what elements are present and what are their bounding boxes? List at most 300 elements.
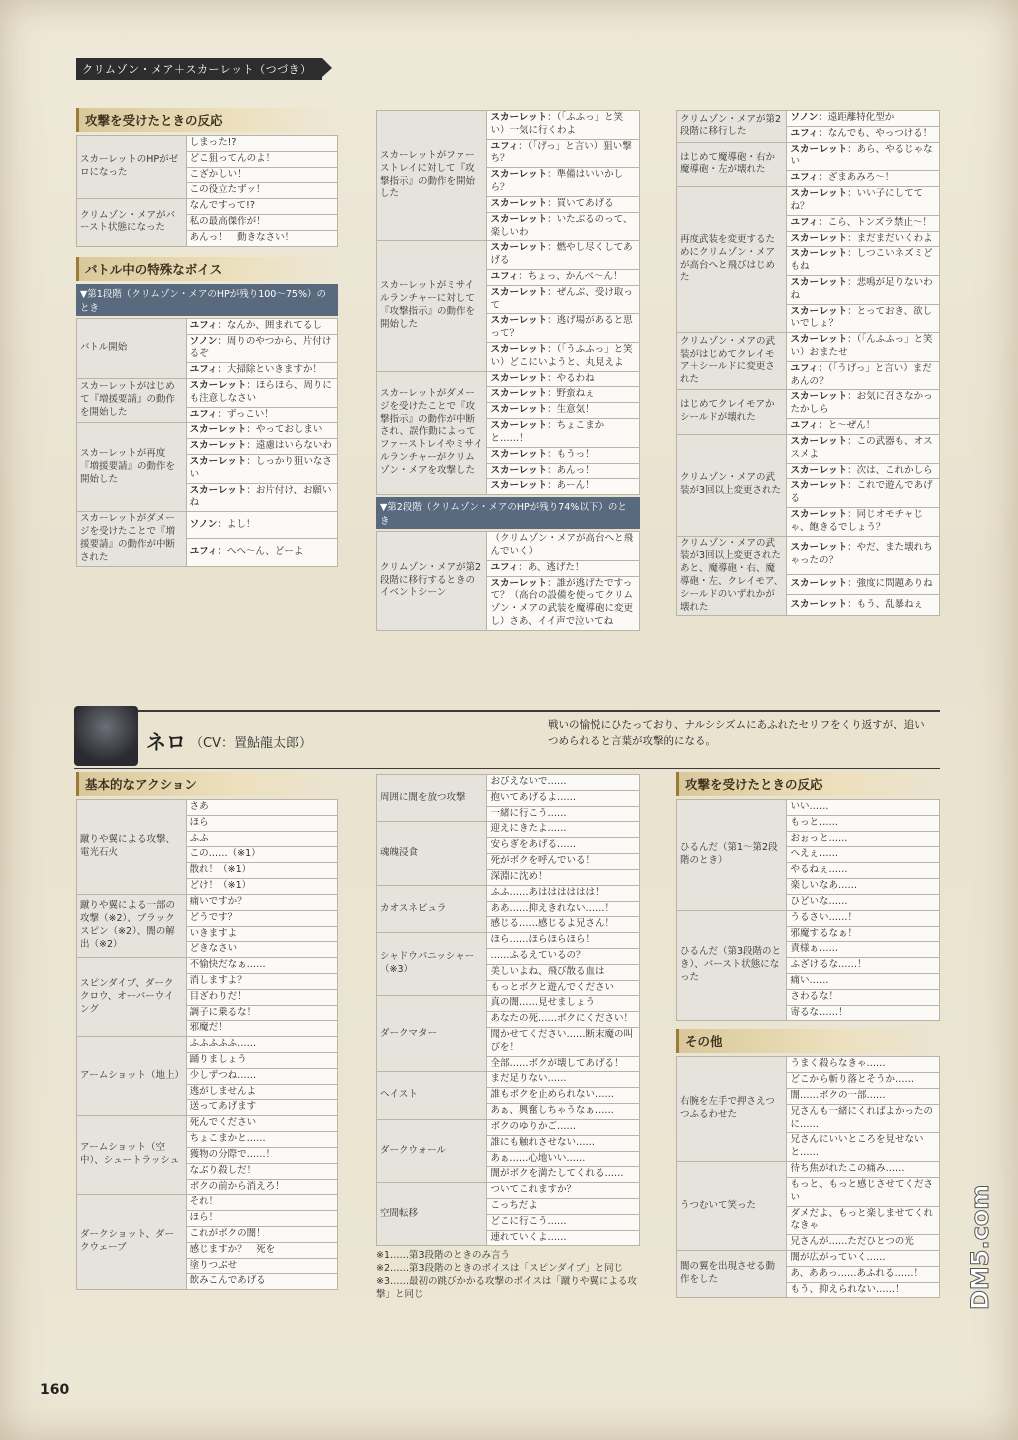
situation-cell: カオスネビュラ: [377, 885, 487, 932]
voice-line-cell: [186, 483, 337, 512]
voice-line-cell: もう、抑えられない……！: [787, 1282, 940, 1298]
table-row: [377, 1072, 640, 1088]
site-watermark: DM5.com: [966, 1184, 994, 1310]
voice-line-cell: 痛いですか？: [186, 894, 337, 910]
action-voice-table: [376, 774, 640, 1246]
situation-cell: アームショット（空中）、シュートラッシュ: [77, 1116, 187, 1195]
table-row: [377, 1119, 640, 1135]
situation-cell: はじめて魔導砲・右か魔導砲・左が壊れた: [677, 142, 787, 186]
voice-line: ：遠慮はいらないわ: [246, 440, 332, 452]
footnote: ※1……第3段階のときのみ言う: [376, 1250, 511, 1262]
speaker-name: スカーレット: [490, 420, 548, 432]
situation-cell: クリムゾン・メアの武装が3回以上変更された: [677, 434, 787, 536]
speaker-name: スカーレット: [790, 480, 848, 492]
phase-label: ▼第1段階（クリムゾン・メアのHPが残り100〜75%）のとき: [76, 284, 338, 316]
voice-line-cell: [487, 196, 640, 212]
voice-line-cell: [787, 434, 940, 463]
voice-line: ：なんでも、やっつける！: [818, 127, 933, 139]
table-row: [677, 187, 940, 216]
section-header: バトル中の特殊なボイス: [76, 257, 338, 281]
voice-line-cell: ほら: [186, 815, 337, 831]
speaker-name: スカーレット: [490, 480, 548, 492]
speaker-name: スカーレット: [490, 448, 548, 460]
voice-line-cell: しまった!?: [186, 136, 337, 152]
voice-line-cell: 兄さんが……ただひとつの光: [787, 1235, 940, 1251]
speaker-name: ソノン: [790, 112, 819, 123]
voice-line-cell: [487, 241, 640, 270]
voice-line-cell: [487, 314, 640, 343]
section-tag: クリムゾン・メア＋スカーレット（つづき）: [76, 58, 322, 80]
table-row: [377, 775, 640, 791]
voice-line-cell: 飲みこんであげる: [186, 1274, 337, 1290]
voice-line-cell: 待ち焦がれたこの痛み……: [787, 1162, 940, 1178]
voice-line-cell: ダメだよ、もっと楽しませてくれなきゃ: [787, 1206, 940, 1235]
voice-line-cell: 兄さんも一緒にくればよかったのに……: [787, 1104, 940, 1133]
voice-line: ：と〜ぜん！: [818, 420, 876, 432]
voice-line-cell: この役立たずッ！: [186, 183, 337, 199]
voice-line-cell: [186, 334, 337, 363]
voice-line-cell: 聞かせてください……断末魔の叫びを！: [487, 1028, 640, 1057]
situation-cell: 右腕を左手で押さえつつふるわせた: [677, 1057, 787, 1162]
voice-line: ：買いてあげる: [547, 197, 614, 209]
voice-line: ：よし！: [217, 518, 256, 530]
voice-line-cell: ふふふふふ……: [186, 1037, 337, 1053]
speaker-name: スカーレット: [189, 456, 247, 467]
speaker-name: ユフィ: [790, 216, 819, 228]
voice-line-cell: 調子に乗るな！: [186, 1005, 337, 1021]
voice-line-cell: 安らぎをあげる……: [487, 838, 640, 854]
speaker-name: スカーレット: [490, 112, 548, 123]
speaker-name: スカーレット: [490, 464, 548, 476]
voice-line: ：次は、これかしら: [847, 464, 933, 476]
voice-actor: （CV：置鮎龍太郎）: [190, 736, 312, 751]
speaker-name: ユフィ: [790, 127, 819, 139]
voice-line: ：周りのやつから、片付けるぞ: [189, 335, 332, 360]
voice-line: ：ざまあみろ〜！: [818, 172, 895, 184]
table-row: [377, 371, 640, 387]
speaker-name: スカーレット: [790, 188, 848, 200]
voice-line: ：生意気！: [547, 404, 595, 416]
situation-cell: スカーレットがダメージを受けたことで『増援要請』の動作が中断された: [77, 512, 187, 566]
table-row: [677, 1162, 940, 1178]
voice-line-cell: 痛い……: [787, 973, 940, 989]
voice-line-cell: 不愉快だなぁ……: [186, 958, 337, 974]
table-row: [77, 1037, 338, 1053]
voice-line: ：まだまだいくわよ: [847, 232, 933, 244]
voice-line-cell: ふふ……あはははははは！: [487, 885, 640, 901]
voice-line-cell: [487, 212, 640, 241]
voice-line-cell: おびえないで……: [487, 775, 640, 791]
voice-line-cell: [787, 215, 940, 231]
speaker-name: スカーレット: [490, 388, 548, 400]
voice-line: ：逃げ場があると思って？: [490, 315, 633, 340]
voice-line-cell: [787, 142, 940, 171]
voice-line-cell: [487, 463, 640, 479]
speaker-name: スカーレット: [490, 404, 548, 416]
speaker-name: スカーレット: [790, 599, 848, 611]
voice-line-cell: ほら……ほらほらほら！: [487, 933, 640, 949]
voice-line-cell: もっとボクと遊んでください: [487, 980, 640, 996]
table-row: [77, 800, 338, 816]
speaker-name: スカーレット: [790, 334, 848, 346]
voice-line-cell: 獲物の分際で……！: [186, 1147, 337, 1163]
section-header: 基本的なアクション: [76, 772, 338, 796]
voice-line-cell: ひどいな……: [787, 894, 940, 910]
speaker-name: ユフィ: [189, 364, 218, 376]
voice-line: ：燃やし尽くしてあげる: [490, 242, 633, 267]
voice-line-cell: [186, 407, 337, 423]
voice-line: ：とっておき、欲しいでしょ？: [790, 305, 933, 330]
speaker-name: スカーレット: [490, 169, 548, 181]
situation-cell: ヘイスト: [377, 1072, 487, 1119]
situation-cell: シャドウパニッシャー（※3）: [377, 933, 487, 996]
speaker-name: スカーレット: [790, 464, 848, 476]
voice-line-cell: なんですって!?: [186, 199, 337, 215]
voice-line-cell: 感じる……感じるよ兄さん！: [487, 917, 640, 933]
character-banner: [74, 710, 940, 769]
voice-line: ：誰が逃げたですって？（高台の設備を使ってクリムゾン・メアの武装を魔導砲に変更し）さあ、イイ声で泣いてね: [490, 577, 633, 627]
table-row: [77, 199, 338, 215]
voice-line-cell: うるさい……！: [787, 910, 940, 926]
speaker-name: スカーレット: [490, 213, 548, 225]
voice-line-cell: 塗りつぶせ: [186, 1258, 337, 1274]
speaker-name: スカーレット: [790, 305, 848, 317]
table-row: [77, 378, 338, 407]
voice-line-cell: [186, 512, 337, 539]
section-header: 攻撃を受けたときの反応: [676, 772, 940, 796]
voice-line-cell: 闇……ボクの一部……: [787, 1089, 940, 1105]
table-row: [677, 800, 940, 816]
voice-line-cell: まだ足りない……: [487, 1072, 640, 1088]
voice-line: ：しつこいネズミどもね: [790, 248, 933, 273]
voice-line-cell: ちょこまかと……: [186, 1132, 337, 1148]
speaker-name: ユフィ: [490, 270, 519, 282]
page-number: 160: [40, 1382, 70, 1398]
voice-line-cell: [487, 111, 640, 140]
voice-line: ：もうっ！: [547, 448, 595, 460]
table-row: [77, 894, 338, 910]
situation-cell: ダークショット、ダークウェーブ: [77, 1195, 187, 1290]
situation-cell: スカーレットのHPがゼロになった: [77, 136, 187, 199]
voice-line-cell: おぉっと……: [787, 831, 940, 847]
situation-cell: 再度武装を変更するためにクリムゾン・メアが高台へと飛びはじめた: [677, 187, 787, 333]
voice-line-cell: 散れ！（※1）: [186, 863, 337, 879]
voice-line: ：強度に問題ありね: [847, 578, 933, 590]
voice-line-cell: あなたの死……ボクにください！: [487, 1012, 640, 1028]
situation-cell: 空間転移: [377, 1183, 487, 1246]
voice-line-cell: [787, 574, 940, 595]
voice-line: ：なんか、囲まれてるし: [217, 319, 322, 331]
voice-line-cell: [787, 171, 940, 187]
speaker-name: スカーレット: [189, 379, 247, 391]
voice-line: ：やだ、また壊れちゃったの？: [790, 542, 933, 567]
voice-line: ：ぜんぶ、受け取って: [490, 286, 633, 311]
special-voice-table: [676, 110, 940, 616]
speaker-name: スカーレット: [490, 344, 548, 355]
table-row: [377, 822, 640, 838]
speaker-name: スカーレット: [790, 435, 848, 447]
situation-cell: 周囲に闇を放つ攻撃: [377, 775, 487, 822]
speaker-name: ユフィ: [790, 420, 819, 432]
character-name: ネロ: [146, 730, 186, 754]
situation-cell: スカーレットが再度『増援要請』の動作を開始した: [77, 423, 187, 512]
speaker-name: ユフィ: [189, 408, 218, 420]
voice-line: ：（「ふふっ」と笑い）一気に行くわよ: [490, 112, 624, 136]
voice-line-cell: [787, 361, 940, 390]
column-c-top: [676, 110, 940, 616]
voice-line-cell: 踊りましょう: [186, 1053, 337, 1069]
situation-cell: ひるんだ（第3段階のとき）、バースト状態になった: [677, 910, 787, 1021]
voice-line-cell: 抱いてあげるよ……: [487, 790, 640, 806]
voice-line-cell: それ！: [186, 1195, 337, 1211]
speaker-name: スカーレット: [790, 508, 848, 520]
voice-line-cell: [787, 304, 940, 333]
column-b-bottom: [376, 774, 640, 1302]
situation-cell: スピンダイブ、ダーククロウ、オーバーウイング: [77, 958, 187, 1037]
table-row: [77, 1116, 338, 1132]
table-row: [377, 241, 640, 270]
reaction-table: [676, 799, 940, 1021]
voice-line: ：この武器も、オススメよ: [790, 435, 933, 460]
speaker-name: ユフィ: [189, 319, 218, 331]
other-voice-table: [676, 1056, 940, 1298]
speaker-name: スカーレット: [490, 197, 548, 209]
voice-line-cell: もっと……: [787, 815, 940, 831]
voice-line-cell: 迎えにきたよ……: [487, 822, 640, 838]
voice-line: ：（「うふふっ」と笑い）どこにいようと、丸見えよ: [490, 344, 633, 368]
voice-line-cell: 全部……ボクが壊してあげる！: [487, 1056, 640, 1072]
table-row: [677, 536, 940, 574]
voice-line-cell: [787, 507, 940, 536]
voice-line-cell: ああ……抑えきれない……！: [487, 901, 640, 917]
speaker-name: スカーレット: [490, 315, 548, 327]
voice-line-cell: [487, 403, 640, 419]
column-b-top: [376, 110, 640, 631]
situation-cell: はじめてクレイモアかシールドが壊れた: [677, 390, 787, 434]
situation-cell: クリムゾン・メアが第2段階に移行した: [677, 111, 787, 143]
voice-line-cell: [487, 560, 640, 576]
voice-line-cell: [487, 479, 640, 495]
voice-line-cell: ボクのゆりかご……: [487, 1119, 640, 1135]
voice-line-cell: もっと、もっと感じさせてください: [787, 1177, 940, 1206]
speaker-name: ユフィ: [490, 561, 519, 573]
situation-cell: 魂魄浸食: [377, 822, 487, 885]
voice-line-cell: ふざけるな……！: [787, 958, 940, 974]
voice-line-cell: こざかしい！: [186, 167, 337, 183]
table-row: [77, 423, 338, 439]
speaker-name: スカーレット: [490, 577, 548, 589]
voice-line-cell: [787, 390, 940, 419]
voice-line-cell: ……ふるえているの？: [487, 948, 640, 964]
character-portrait: [74, 706, 138, 766]
speaker-name: スカーレット: [490, 372, 548, 384]
situation-cell: スカーレットがファーストレイに対して『攻撃指示』の動作を開始した: [377, 111, 487, 241]
voice-line: ：いい子にしててね？: [790, 188, 924, 212]
voice-line-cell: 深淵に沈め！: [487, 869, 640, 885]
voice-line-cell: この……（※1）: [186, 847, 337, 863]
table-row: [677, 434, 940, 463]
situation-cell: 闇の翼を出現させる動作をした: [677, 1250, 787, 1297]
table-row: [377, 532, 640, 561]
voice-line-cell: 責様ぁ……: [787, 942, 940, 958]
table-row: [77, 512, 338, 539]
table-row: [377, 996, 640, 1012]
voice-line-cell: 少しずつね……: [186, 1068, 337, 1084]
voice-line-cell: [487, 447, 640, 463]
table-row: [377, 933, 640, 949]
voice-line-cell: [787, 479, 940, 508]
voice-line: ：へへ〜ん、どーよ: [217, 546, 304, 558]
voice-line-cell: あんっ！ 動きなさい！: [186, 230, 337, 246]
voice-line: ：やるわね: [547, 372, 595, 384]
situation-cell: スカーレットがダメージを受けたことで『攻撃指示』の動作が中断され、誤作動によってファーストレイやミサイルランチャーがクリムゾン・メアを攻撃した: [377, 371, 487, 495]
voice-line-cell: 連れていくよ……: [487, 1230, 640, 1246]
situation-cell: クリムゾン・メアが第2段階に移行するときのイベントシーン: [377, 532, 487, 631]
voice-line-cell: 真の闇……見せましょう: [487, 996, 640, 1012]
situation-cell: クリムゾン・メアがバースト状態になった: [77, 199, 187, 246]
table-row: [377, 111, 640, 140]
column-a-bottom: [76, 772, 338, 1290]
voice-line-cell: [186, 539, 337, 566]
situation-cell: 蹴りや翼による攻撃、電光石火: [77, 800, 187, 895]
voice-line-cell: 邪魔するなぁ！: [787, 926, 940, 942]
voice-line-cell: 感じますか？ 死を: [186, 1242, 337, 1258]
voice-line-cell: [787, 111, 940, 127]
footnote: ※2……第3段階のときのボイスは「スピンダイブ」と同じ: [376, 1263, 624, 1275]
voice-line: ：同じオモチャじゃ、飽きるでしょう？: [790, 508, 923, 533]
voice-line-cell: あ、ああっ……あふれる……！: [787, 1266, 940, 1282]
voice-line-cell: 死んでください: [186, 1116, 337, 1132]
voice-line-cell: どうです？: [186, 910, 337, 926]
voice-line: （クリムゾン・メアが高台へと飛んでいく）: [490, 533, 633, 557]
voice-line: ：ちょっ、かんべ〜ん！: [518, 270, 623, 282]
situation-cell: ダークマター: [377, 996, 487, 1072]
speaker-name: ユフィ: [790, 362, 819, 374]
table-row: [677, 111, 940, 127]
special-voice-table: [376, 110, 640, 495]
voice-line-cell: [186, 318, 337, 334]
voice-line-cell: 美しいよね、飛び散る血は: [487, 964, 640, 980]
voice-line-cell: [487, 419, 640, 448]
voice-line-cell: 送ってあげます: [186, 1100, 337, 1116]
voice-line: ：あ、逃げた！: [518, 561, 585, 573]
voice-line: ：ずっこい！: [217, 408, 274, 420]
voice-line: ：（「げっ」と言い）狙い撃ち？: [490, 140, 632, 165]
column-a-top: [76, 108, 338, 567]
voice-line-cell: いきますよ: [186, 926, 337, 942]
voice-line-cell: [186, 423, 337, 439]
table-row: [77, 318, 338, 334]
table-row: [677, 910, 940, 926]
voice-line-cell: ボクの前から消えろ！: [186, 1179, 337, 1195]
voice-line-cell: さわるな！: [787, 989, 940, 1005]
voice-line-cell: 邪魔だ！: [186, 1021, 337, 1037]
situation-cell: 蹴りや翼による一部の攻撃（※2）、ブラックスピン（※2）、闇の解出（※2）: [77, 894, 187, 957]
speaker-name: スカーレット: [790, 391, 848, 403]
event-table: [376, 531, 640, 631]
voice-line-cell: あぁ……心地いい……: [487, 1151, 640, 1167]
voice-line-cell: [487, 168, 640, 197]
situation-cell: クリムゾン・メアの武装がはじめてクレイモア＋シールドに変更された: [677, 333, 787, 390]
voice-line: ：もう、乱暴ねぇ: [847, 599, 924, 611]
voice-line-cell: 寄るな……！: [787, 1005, 940, 1021]
situation-cell: アームショット（地上）: [77, 1037, 187, 1116]
voice-line: ：あら、やるじゃない: [790, 143, 933, 168]
voice-line: ：お気に召さなかったかしら: [790, 391, 933, 416]
voice-line-cell: ほら！: [186, 1211, 337, 1227]
voice-line: ：準備はいいかしら？: [490, 169, 624, 194]
voice-line-cell: [787, 187, 940, 216]
voice-line: ：しっかり狙いなさい: [189, 456, 332, 480]
table-row: [377, 885, 640, 901]
voice-line-cell: [787, 536, 940, 574]
voice-line-cell: なぶり殺しだ！: [186, 1163, 337, 1179]
voice-line-cell: どけ！（※1）: [186, 879, 337, 895]
voice-line-cell: あぁ、興奮しちゃうなぁ……: [487, 1104, 640, 1120]
speaker-name: ソノン: [189, 518, 218, 530]
speaker-name: ユフィ: [490, 140, 519, 152]
voice-line-cell: [487, 371, 640, 387]
speaker-name: スカーレット: [790, 542, 848, 554]
situation-cell: ダークウォール: [377, 1119, 487, 1182]
voice-line-cell: ふふ: [186, 831, 337, 847]
table-row: [77, 136, 338, 152]
voice-line-cell: [487, 139, 640, 168]
voice-line-cell: 誰もボクを止められない……: [487, 1088, 640, 1104]
voice-line-cell: 闇がボクを満たしてくれる……: [487, 1167, 640, 1183]
voice-line: ：大掃除といきますか！: [217, 364, 322, 376]
situation-cell: スカーレットがはじめて『増援要請』の動作を開始した: [77, 378, 187, 422]
voice-line-cell: [186, 363, 337, 379]
voice-line: ：野蛮ねぇ: [547, 388, 595, 400]
voice-line-cell: うまく殺らなきゃ……: [787, 1057, 940, 1073]
table-row: [377, 1183, 640, 1199]
voice-line-cell: 逃がしませんよ: [186, 1084, 337, 1100]
voice-line: ：こら、トンズラ禁止〜！: [818, 216, 932, 228]
voice-line: ：（「うげっ」と言い）まだあんの？: [790, 362, 932, 387]
special-voice-table: [76, 318, 338, 567]
table-row: [77, 1195, 338, 1211]
voice-line-cell: [787, 419, 940, 435]
speaker-name: スカーレット: [790, 276, 848, 288]
voice-line-cell: [186, 439, 337, 455]
speaker-name: スカーレット: [790, 143, 848, 155]
voice-line-cell: 闇が広がっていく……: [787, 1250, 940, 1266]
voice-line-cell: 私の最高傑作が！: [186, 215, 337, 231]
table-row: [677, 390, 940, 419]
voice-line-cell: [487, 343, 640, 372]
voice-line-cell: どこに行こう……: [487, 1214, 640, 1230]
voice-line-cell: これがボクの闇！: [186, 1226, 337, 1242]
phase-label: ▼第2段階（クリムゾン・メアのHPが残り74%以下）のとき: [376, 497, 640, 529]
voice-line: ：いたぶるのって、楽しいわ: [490, 213, 633, 238]
voice-line: ：これで遊んであげる: [790, 480, 933, 505]
reaction-table: [76, 135, 338, 247]
speaker-name: ユフィ: [189, 546, 218, 558]
table-row: [677, 1250, 940, 1266]
speaker-name: スカーレット: [490, 286, 548, 298]
speaker-name: スカーレット: [490, 242, 548, 254]
voice-line-cell: 兄さんにいいところを見せないと……: [787, 1133, 940, 1162]
footnote: ※3……最初の跳びかかる攻撃のボイスは「蹴りや翼による攻撃」と同じ: [376, 1276, 637, 1300]
voice-line-cell: どこ狙ってんのよ！: [186, 151, 337, 167]
voice-line-cell: どきなさい: [186, 942, 337, 958]
speaker-name: スカーレット: [790, 232, 848, 244]
situation-cell: クリムゾン・メアの武装が3回以上変更されたあと、魔導砲・右、魔導砲・左、クレイモア、シールドのいずれかが壊れた: [677, 536, 787, 616]
column-c-bottom: [676, 772, 940, 1298]
voice-line-cell: ついてこれますか？: [487, 1183, 640, 1199]
voice-line-cell: [787, 126, 940, 142]
